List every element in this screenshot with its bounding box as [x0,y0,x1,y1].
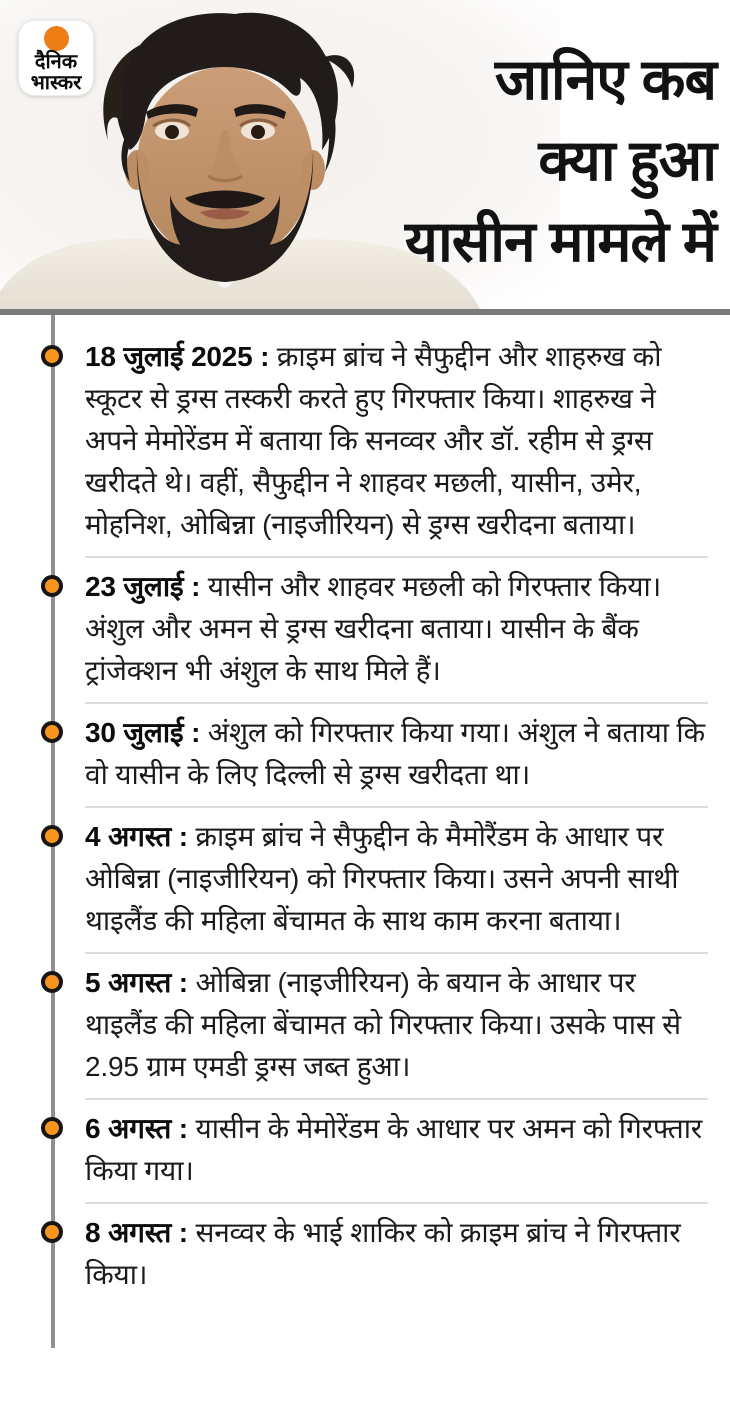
entry-description: यासीन के मेमोरेंडम के आधार पर अमन को गिरफ्तार किया गया। [85,1113,702,1186]
entry-description: यासीन और शाहवर मछली को गिरफ्तार किया। अंशुल और अमन से ड्रग्स खरीदना बताया। यासीन के बैंक ट्रांजेक्शन भी अंशुल के साथ मिले हैं। [85,571,662,686]
logo-sun-dot-icon [44,26,69,51]
logo-text-line2: भास्कर [30,72,82,94]
timeline-entry [85,1098,708,1192]
page-title-line2: क्या हुआ [538,129,716,193]
header-section [0,0,730,309]
timeline-entry [85,952,708,1088]
entry-description: ओबिन्ना (नाइजीरियन) के बयान के आधार पर थाइलैंड की महिला बेंचामत को गिरफ्तार किया। उसके पास से 2.95 ग्राम एमडी ड्रग्स जब्त हुआ। [85,967,681,1082]
entry-description: क्राइम ब्रांच ने सैफुद्दीन के मैमोरैंडम के आधार पर ओबिन्ना (नाइजीरियन) को गिरफ्तार किया। उसने अपनी साथी थाइलैंड की महिला बेंचामत के साथ काम करना बताया। [85,821,679,936]
entry-date: 6 अगस्त : [85,1113,188,1144]
timeline-bullet-icon [41,1117,63,1139]
entry-date: 18 जुलाई 2025 : [85,341,270,372]
entry-date: 8 अगस्त : [85,1217,188,1248]
entry-divider [85,1202,708,1204]
page-title-line1: जानिए कब [494,48,716,112]
timeline-bullet-icon [41,971,63,993]
entry-divider [85,806,708,808]
timeline-entry [85,806,708,942]
entry-date: 5 अगस्त : [85,967,188,998]
entry-description: क्राइम ब्रांच ने सैफुद्दीन और शाहरुख को स्कूटर से ड्रग्स तस्करी करते हुए गिरफ्तार किया। शाहरुख ने अपने मेमोरेंडम में बताया कि सनव्वर और डॉ. रहीम से ड्रग्स खरीदते थे। वहीं, सैफुद्दीन ने शाहवर मछली, यासीन, उमेर, मोहनिश, ओबिन्ना (नाइजीरियन) से ड्रग्स खरीदना बताया। [85,341,662,540]
timeline-entry [85,1202,708,1296]
entry-divider [85,556,708,558]
entry-text [85,962,708,1088]
entry-date: 30 जुलाई : [85,717,201,748]
timeline-entry [85,336,708,546]
entry-description: अंशुल को गिरफ्तार किया गया। अंशुल ने बताया कि वो यासीन के लिए दिल्ली से ड्रग्स खरीदता था। [85,717,705,790]
timeline-entry [85,702,708,796]
entry-description: सनव्वर के भाई शाकिर को क्राइम ब्रांच ने गिरफ्तार किया। [85,1217,681,1290]
timeline-bullet-icon [41,1221,63,1243]
entry-divider [85,1098,708,1100]
dainik-bhaskar-logo [18,20,94,96]
entry-text [85,336,708,546]
page-title [405,40,716,283]
logo-text-line1: दैनिक [34,51,78,73]
entry-text [85,816,708,942]
entry-text [85,712,708,796]
page-title-line3: यासीन मामले में [404,210,716,274]
entry-divider [85,952,708,954]
entry-text [85,566,708,692]
entry-divider [85,702,708,704]
timeline-bullet-icon [41,345,63,367]
timeline-bullet-icon [41,825,63,847]
entry-text [85,1108,708,1192]
entry-date: 4 अगस्त : [85,821,188,852]
timeline-bullet-icon [41,575,63,597]
entry-text [85,1212,708,1296]
entry-date: 23 जुलाई : [85,571,201,602]
timeline-bullet-icon [41,721,63,743]
timeline-entry [85,556,708,692]
timeline [0,315,730,1296]
